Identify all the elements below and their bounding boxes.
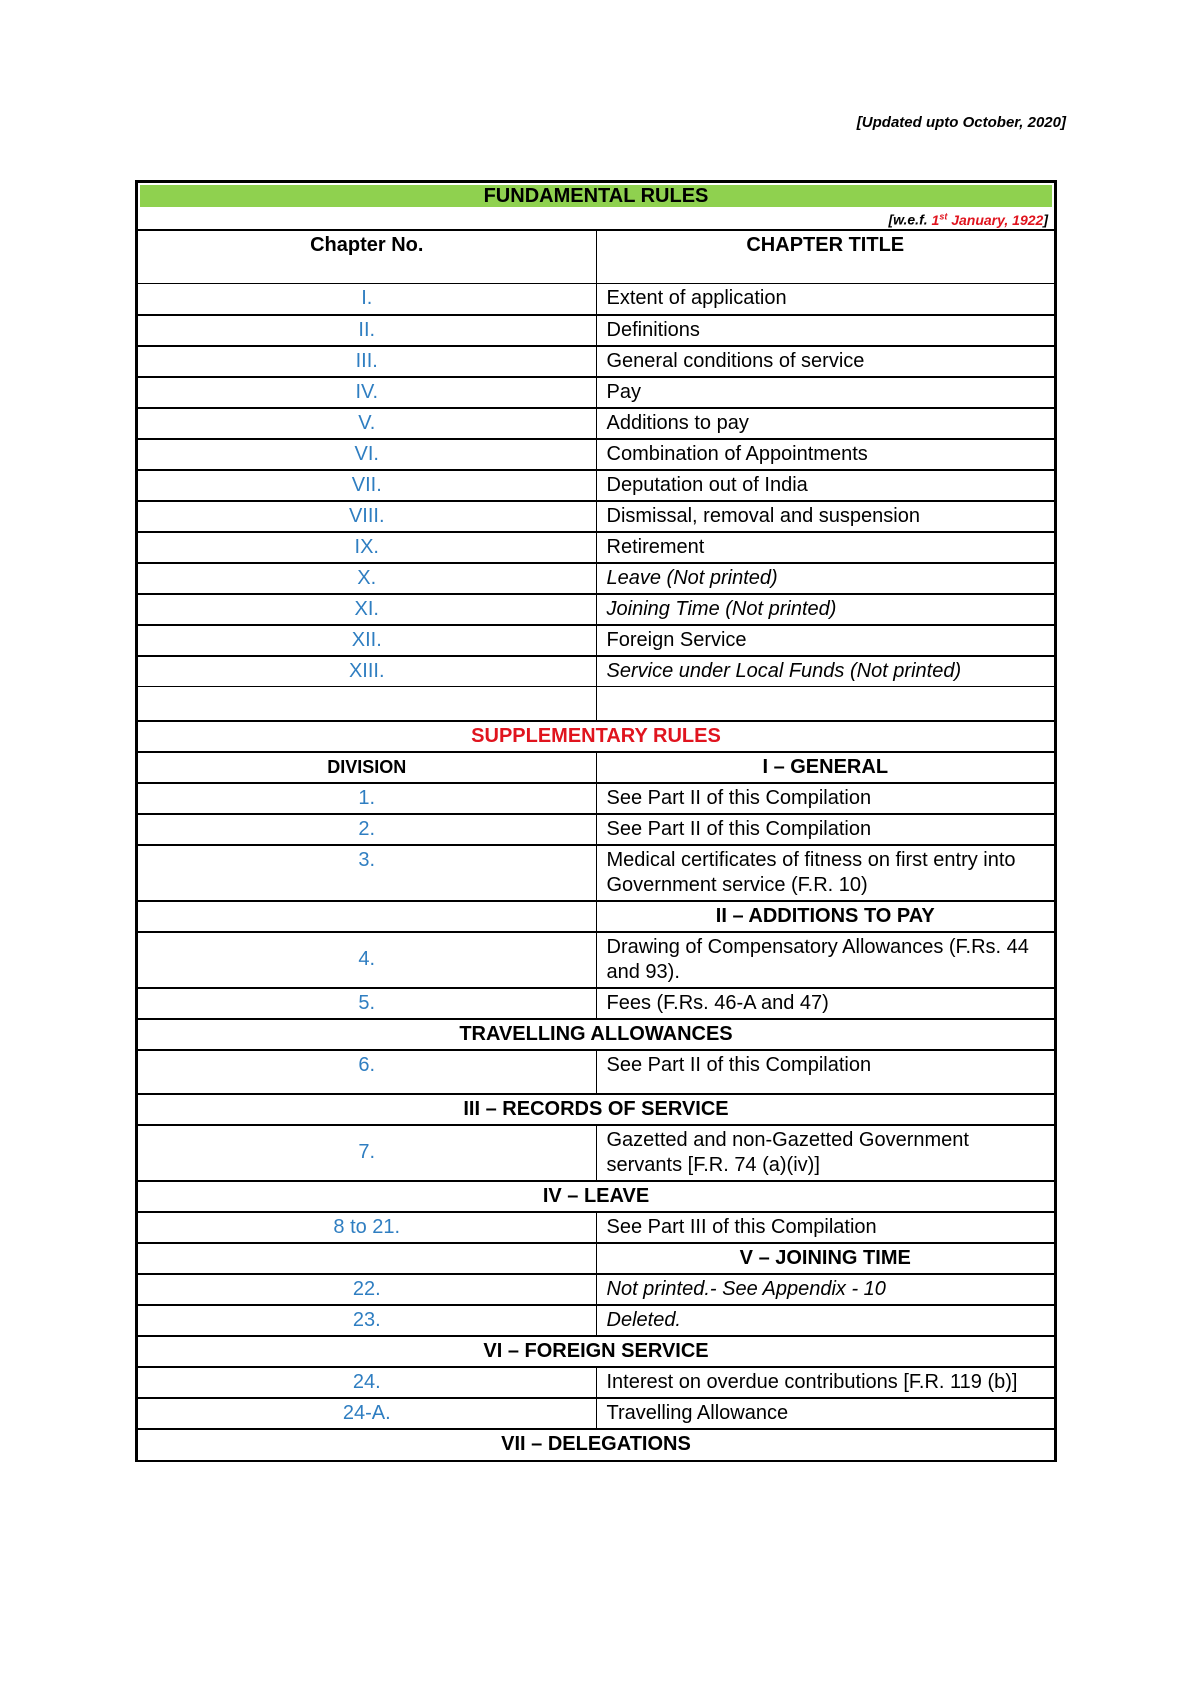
chapter-title: Deputation out of India <box>596 470 1055 501</box>
sr-header-row <box>138 721 1055 752</box>
section-row <box>138 1429 1055 1460</box>
section-row <box>138 1336 1055 1367</box>
rule-no: 7. <box>138 1125 597 1181</box>
chapter-row <box>138 501 1055 532</box>
chapter-title: Service under Local Funds (Not printed) <box>596 656 1055 687</box>
chapter-row <box>138 625 1055 656</box>
chapter-row <box>138 346 1055 377</box>
empty-row <box>138 687 1055 721</box>
rule-title: Fees (F.Rs. 46-A and 47) <box>596 988 1055 1019</box>
rule-no: 1. <box>138 783 597 814</box>
chapter-no: VIII. <box>138 501 597 532</box>
chapter-title: Retirement <box>596 532 1055 563</box>
rules-table <box>137 182 1055 1460</box>
rule-title: Interest on overdue contributions [F.R. 119 (b)] <box>596 1367 1055 1398</box>
rule-no: 3. <box>138 845 597 901</box>
rule-no: 24. <box>138 1367 597 1398</box>
table-row <box>138 988 1055 1019</box>
rule-no: 5. <box>138 988 597 1019</box>
fr-header-cell <box>138 183 1055 230</box>
section-general: I – GENERAL <box>596 752 1055 783</box>
chapter-row <box>138 470 1055 501</box>
section-additions: II – ADDITIONS TO PAY <box>596 901 1055 932</box>
rule-title: Medical certificates of fitness on first entry into Government service (F.R. 10) <box>596 845 1055 901</box>
section-row <box>138 1181 1055 1212</box>
chapter-title: Joining Time (Not printed) <box>596 594 1055 625</box>
section-leave: IV – LEAVE <box>138 1181 1055 1212</box>
chapter-title: Definitions <box>596 315 1055 346</box>
section-foreign: VI – FOREIGN SERVICE <box>138 1336 1055 1367</box>
column-header-row <box>138 230 1055 284</box>
chapter-row <box>138 439 1055 470</box>
section-joining: V – JOINING TIME <box>596 1243 1055 1274</box>
table-row <box>138 1050 1055 1094</box>
rules-table-container <box>135 180 1057 1462</box>
rule-no: 4. <box>138 932 597 988</box>
fr-header-row <box>138 183 1055 230</box>
section-records: III – RECORDS OF SERVICE <box>138 1094 1055 1125</box>
division-row <box>138 752 1055 783</box>
table-row <box>138 1398 1055 1429</box>
section-row <box>138 1094 1055 1125</box>
section-row <box>138 1019 1055 1050</box>
table-row <box>138 1274 1055 1305</box>
chapter-row <box>138 408 1055 439</box>
table-row <box>138 845 1055 901</box>
chapter-row <box>138 594 1055 625</box>
chapter-row <box>138 656 1055 687</box>
table-row <box>138 783 1055 814</box>
col-chapter-no: Chapter No. <box>138 230 597 284</box>
chapter-title: Pay <box>596 377 1055 408</box>
rule-no: 2. <box>138 814 597 845</box>
rule-no: 6. <box>138 1050 597 1094</box>
rule-title: Travelling Allowance <box>596 1398 1055 1429</box>
updated-note: [Updated upto October, 2020] <box>856 114 1066 131</box>
rule-title: See Part II of this Compilation <box>596 814 1055 845</box>
section-row <box>138 901 1055 932</box>
rule-title: See Part II of this Compilation <box>596 783 1055 814</box>
chapter-no: V. <box>138 408 597 439</box>
chapter-no: X. <box>138 563 597 594</box>
table-row <box>138 1125 1055 1181</box>
chapter-title: General conditions of service <box>596 346 1055 377</box>
division-label: DIVISION <box>138 752 597 783</box>
chapter-row <box>138 315 1055 346</box>
chapter-no: VII. <box>138 470 597 501</box>
rule-title: Not printed.- See Appendix - 10 <box>596 1274 1055 1305</box>
table-row <box>138 1367 1055 1398</box>
chapter-no: IX. <box>138 532 597 563</box>
chapter-title: Additions to pay <box>596 408 1055 439</box>
rule-no: 22. <box>138 1274 597 1305</box>
chapter-row <box>138 532 1055 563</box>
chapter-title: Combination of Appointments <box>596 439 1055 470</box>
chapter-title: Leave (Not printed) <box>596 563 1055 594</box>
rule-title: Deleted. <box>596 1305 1055 1336</box>
chapter-row <box>138 377 1055 408</box>
section-travelling: TRAVELLING ALLOWANCES <box>138 1019 1055 1050</box>
chapter-no: XI. <box>138 594 597 625</box>
fundamental-rules-title: FUNDAMENTAL RULES <box>140 185 1052 207</box>
rule-no: 8 to 21. <box>138 1212 597 1243</box>
section-delegations: VII – DELEGATIONS <box>138 1429 1055 1460</box>
table-row <box>138 1305 1055 1336</box>
chapter-title: Foreign Service <box>596 625 1055 656</box>
rule-title: See Part III of this Compilation <box>596 1212 1055 1243</box>
table-row <box>138 932 1055 988</box>
rule-title: See Part II of this Compilation <box>596 1050 1055 1094</box>
col-chapter-title: CHAPTER TITLE <box>596 230 1055 284</box>
chapter-no: I. <box>138 284 597 315</box>
chapter-row <box>138 284 1055 315</box>
chapter-no: IV. <box>138 377 597 408</box>
rule-no: 23. <box>138 1305 597 1336</box>
rule-no: 24-A. <box>138 1398 597 1429</box>
chapter-title: Dismissal, removal and suspension <box>596 501 1055 532</box>
section-row <box>138 1243 1055 1274</box>
wef-note: [w.e.f. 1st January, 1922] <box>888 211 1048 228</box>
table-row <box>138 814 1055 845</box>
chapter-title: Extent of application <box>596 284 1055 315</box>
table-row <box>138 1212 1055 1243</box>
chapter-row <box>138 563 1055 594</box>
chapter-no: XII. <box>138 625 597 656</box>
chapter-no: XIII. <box>138 656 597 687</box>
chapter-no: II. <box>138 315 597 346</box>
chapter-no: VI. <box>138 439 597 470</box>
supplementary-rules-title: SUPPLEMENTARY RULES <box>138 721 1055 752</box>
chapter-no: III. <box>138 346 597 377</box>
rule-title: Drawing of Compensatory Allowances (F.Rs. 44 and 93). <box>596 932 1055 988</box>
rule-title: Gazetted and non-Gazetted Government servants [F.R. 74 (a)(iv)] <box>596 1125 1055 1181</box>
